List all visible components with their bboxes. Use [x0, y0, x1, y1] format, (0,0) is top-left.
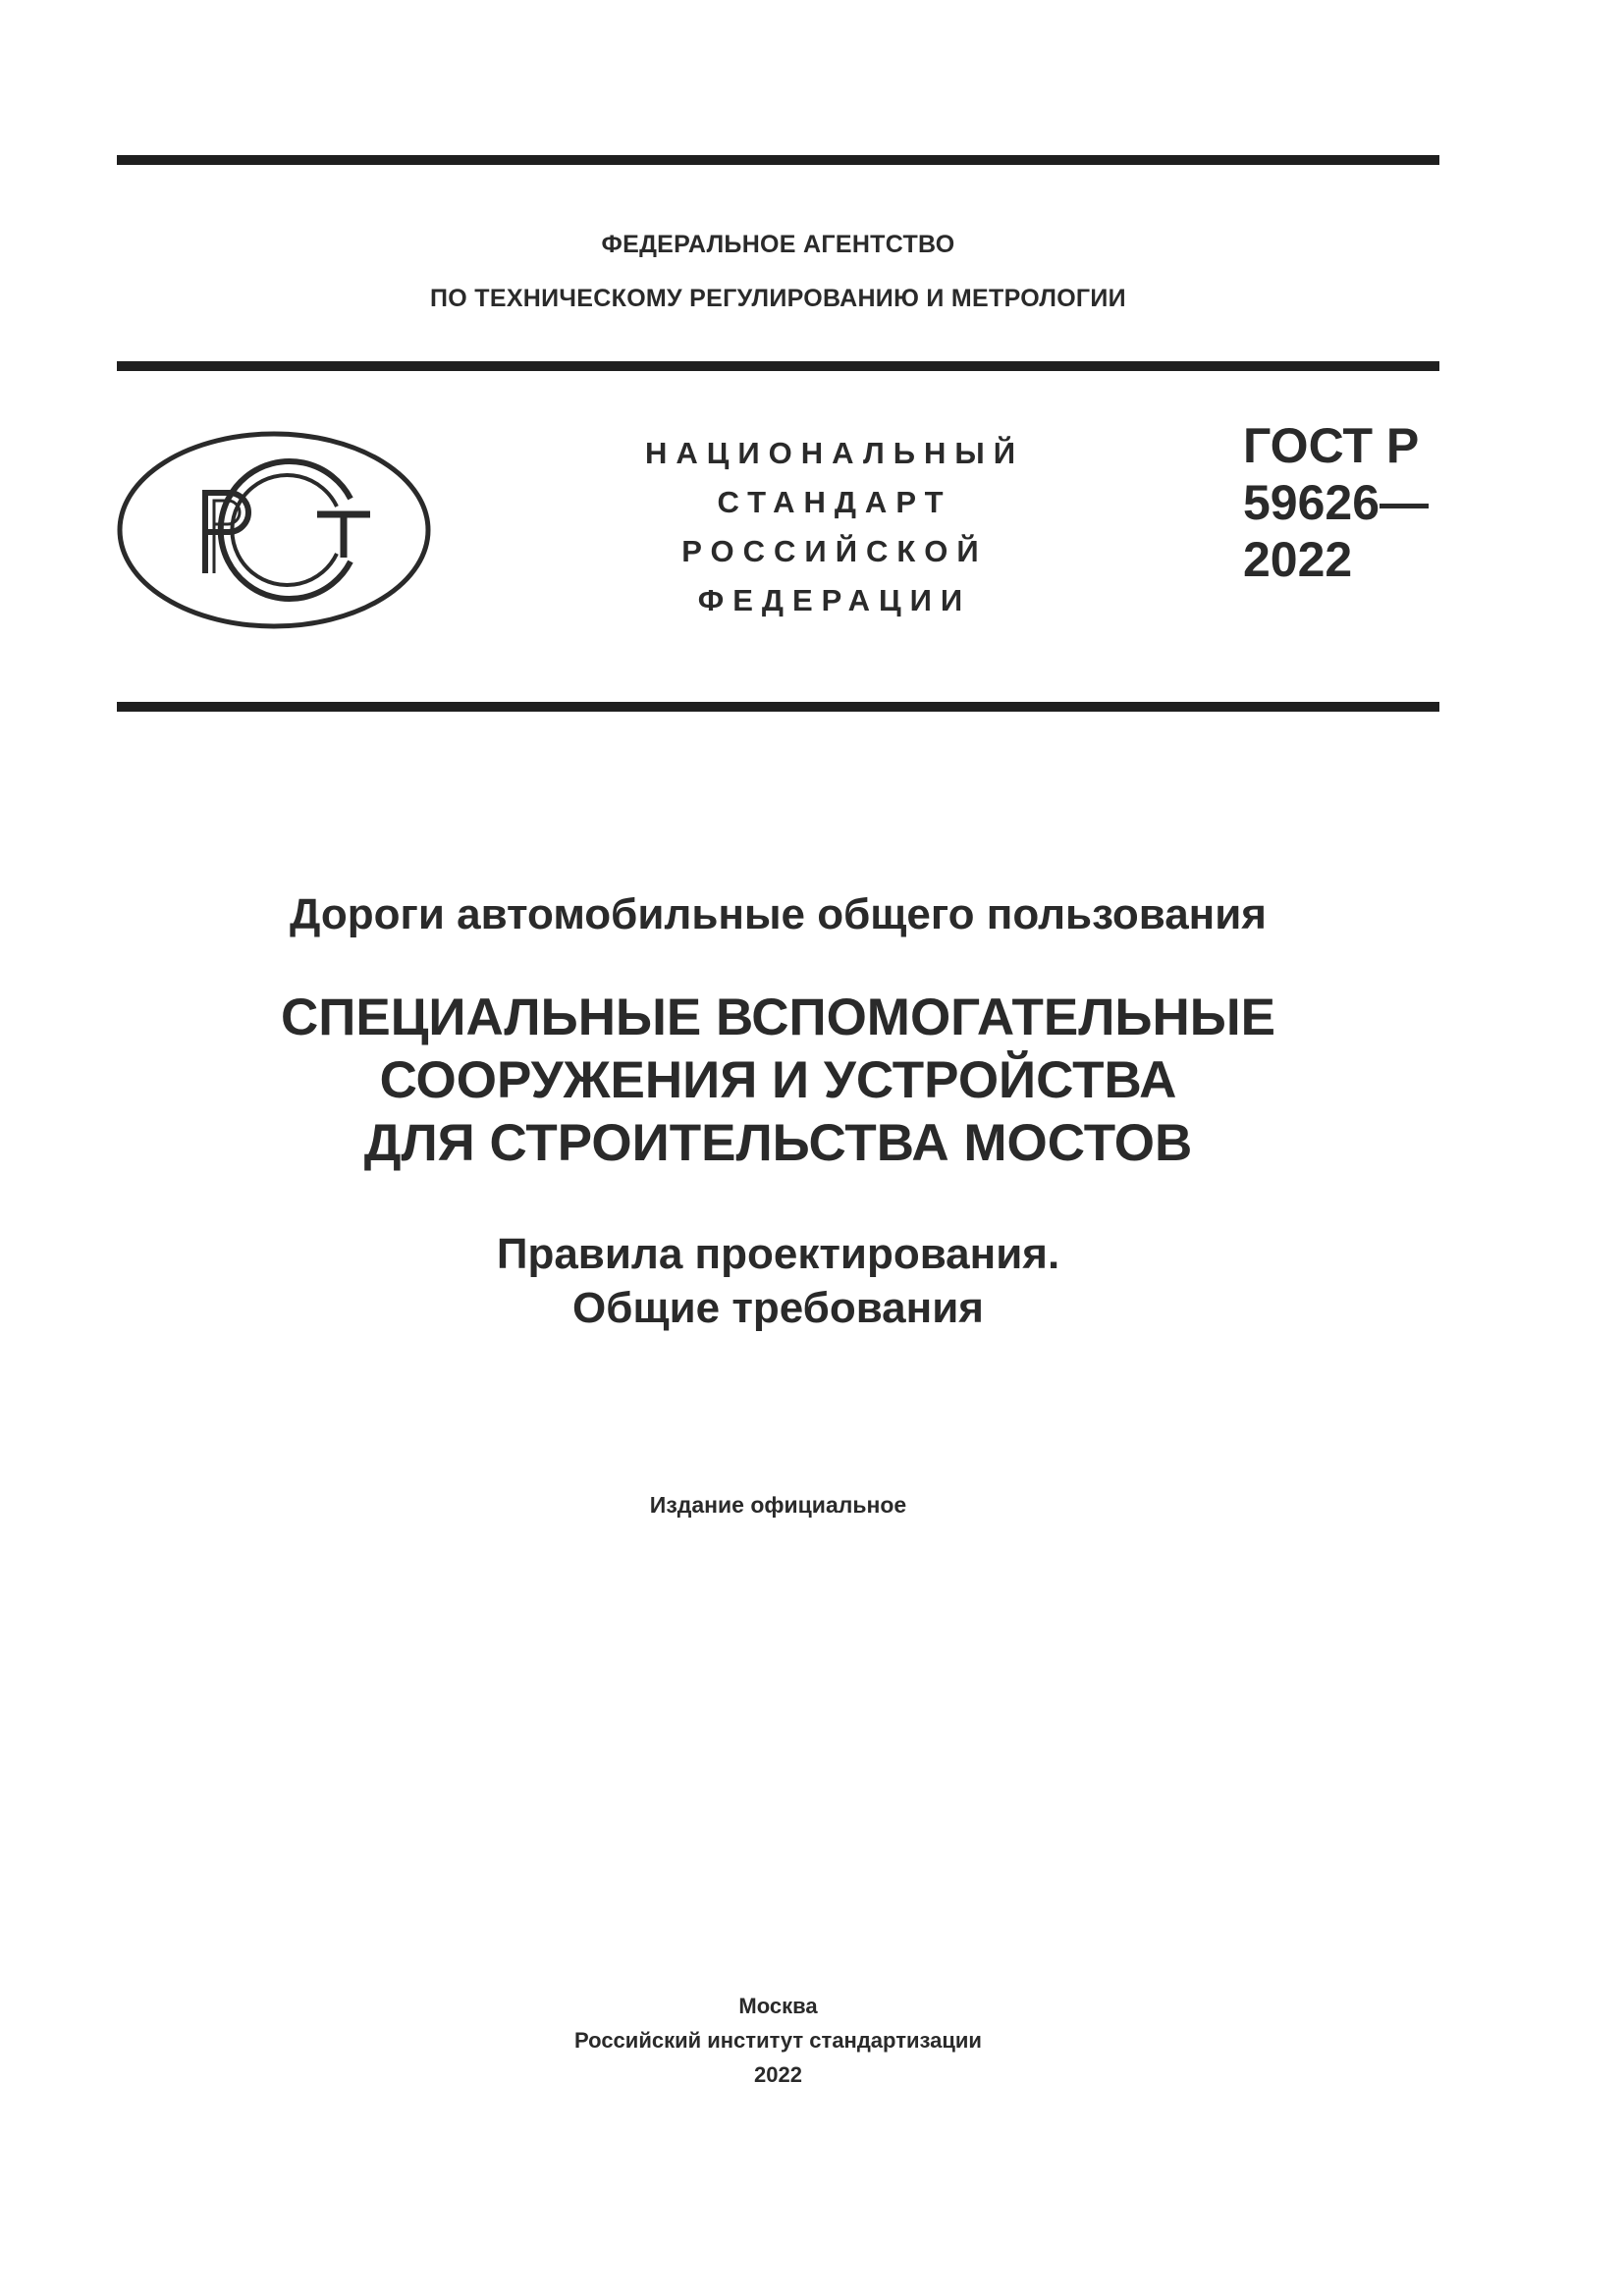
title-main-line-2: СООРУЖЕНИЯ И УСТРОЙСТВА — [379, 1051, 1177, 1109]
title-main — [117, 987, 1439, 1175]
title-main-line-3: ДЛЯ СТРОИТЕЛЬСТВА МОСТОВ — [363, 1114, 1193, 1172]
standard-designation — [1243, 417, 1429, 588]
title-sub-line-2: Общие требования — [572, 1284, 984, 1332]
title-sub — [117, 1227, 1439, 1335]
standard-type-label — [589, 429, 1080, 625]
imprint — [117, 1989, 1439, 2092]
designation-line-2: 59626— — [1243, 475, 1430, 530]
title-sub-line-1: Правила проектирования. — [496, 1230, 1060, 1278]
standard-type-line-2: СТАНДАРТ — [717, 485, 952, 519]
top-rule — [117, 155, 1439, 165]
standard-type-line-1: НАЦИОНАЛЬНЫЙ — [644, 436, 1025, 470]
agency-line-1: ФЕДЕРАЛЬНОЕ АГЕНТСТВО — [601, 231, 955, 258]
imprint-year: 2022 — [754, 2062, 802, 2087]
standard-type-line-3: РОССИЙСКОЙ — [681, 534, 988, 568]
imprint-publisher: Российский институт стандартизации — [574, 2028, 982, 2053]
agency-header — [117, 218, 1439, 326]
agency-line-2: ПО ТЕХНИЧЕСКОМУ РЕГУЛИРОВАНИЮ И МЕТРОЛОГИИ — [430, 285, 1126, 312]
title-group: Дороги автомобильные общего пользования — [290, 890, 1267, 938]
masthead-bottom-rule — [117, 702, 1439, 712]
rst-logo-icon — [115, 428, 433, 632]
imprint-city: Москва — [738, 1994, 818, 2018]
designation-line-3: 2022 — [1243, 532, 1353, 587]
designation-line-1: ГОСТ Р — [1243, 418, 1420, 473]
standard-type-line-4: ФЕДЕРАЦИИ — [697, 583, 972, 617]
header-bottom-rule — [117, 361, 1439, 371]
title-main-line-1: СПЕЦИАЛЬНЫЕ ВСПОМОГАТЕЛЬНЫЕ — [280, 988, 1276, 1046]
edition-label: Издание официальное — [649, 1492, 907, 1518]
